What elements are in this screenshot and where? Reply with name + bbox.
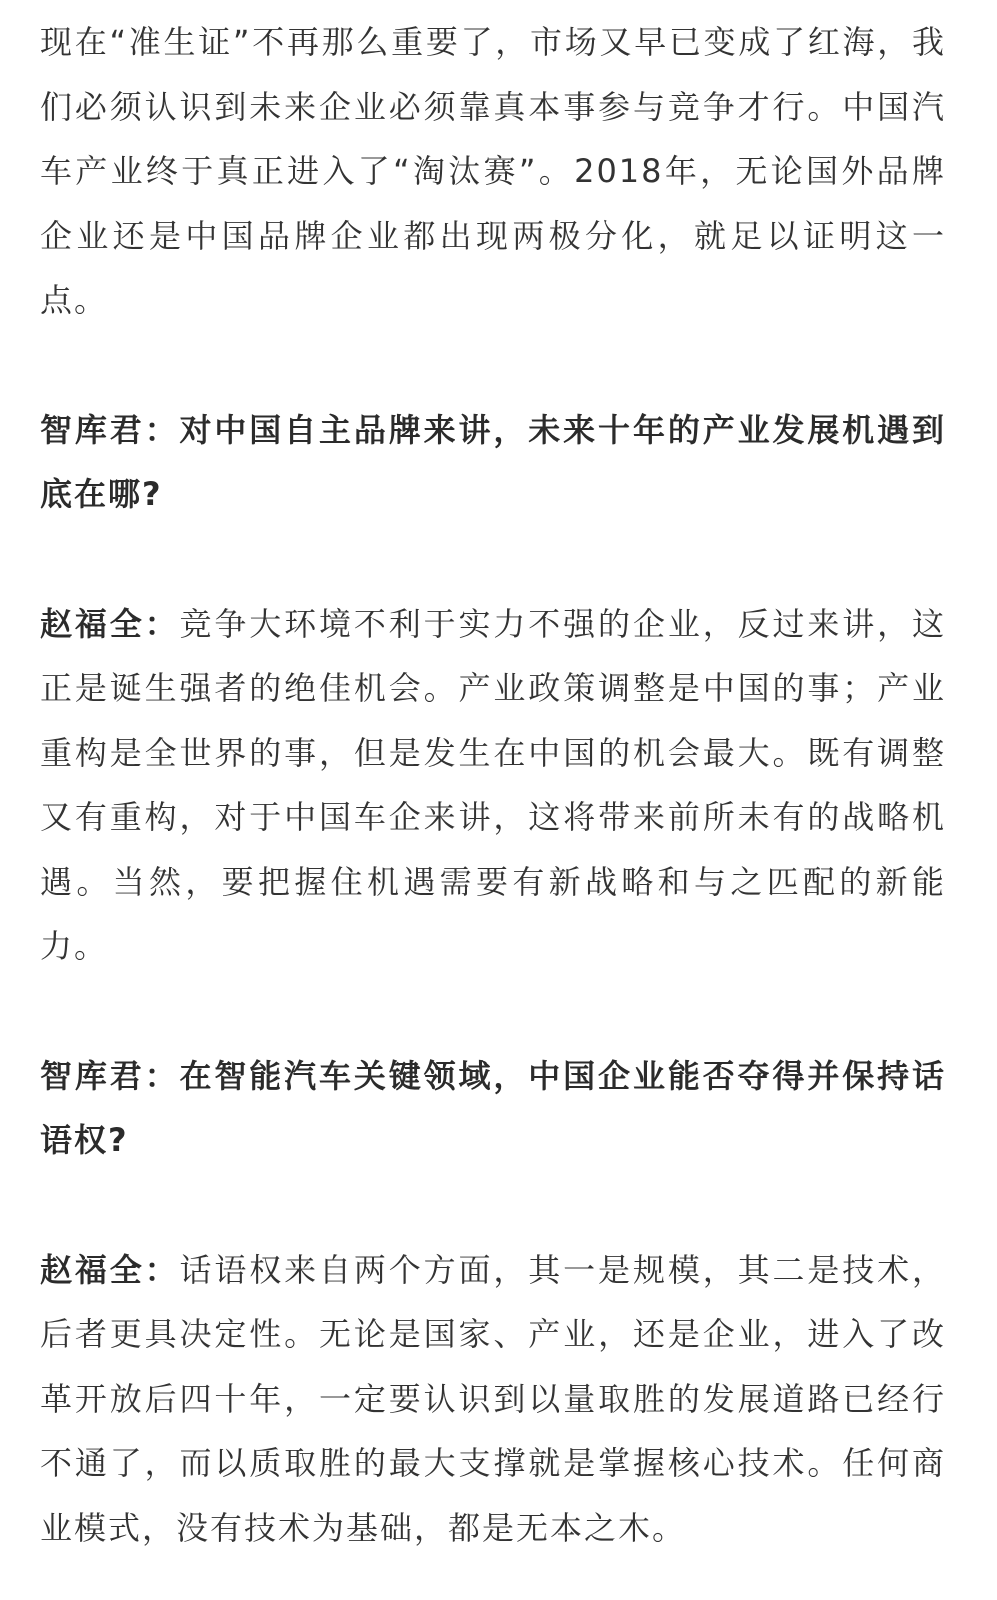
article-body: [40, 10, 946, 1560]
speaker-label: 赵福全：: [40, 1250, 180, 1289]
speaker-label: 智库君：: [40, 410, 180, 449]
interview-answer-2: [40, 1238, 946, 1561]
paragraph-intro: [40, 10, 946, 333]
interview-answer-1: [40, 592, 946, 979]
paragraph-text: 现在“准生证”不再那么重要了，市场又早已变成了红海，我们必须认识到未来企业必须靠真本事参与竞争才行。中国汽车产业终于真正进入了“淘汰赛”。2018年，无论国外品牌企业还是中国品牌企业都出现两极分化，就足以证明这一点。: [40, 23, 946, 319]
answer-text: 话语权来自两个方面，其一是规模，其二是技术，后者更具决定性。无论是国家、产业，还是企业，进入了改革开放后四十年，一定要认识到以量取胜的发展道路已经行不通了，而以质取胜的最大支撑就是掌握核心技术。任何商业模式，没有技术为基础，都是无本之木。: [40, 1250, 946, 1547]
answer-text: 竞争大环境不利于实力不强的企业，反过来讲，这正是诞生强者的绝佳机会。产业政策调整是中国的事；产业重构是全世界的事，但是发生在中国的机会最大。既有调整又有重构，对于中国车企来讲，这将带来前所未有的战略机遇。当然，要把握住机遇需要有新战略和与之匹配的新能力。: [40, 604, 946, 965]
interview-question-2: [40, 1044, 946, 1173]
interview-question-1: [40, 398, 946, 527]
question-text: 对中国自主品牌来讲，未来十年的产业发展机遇到底在哪?: [40, 410, 946, 513]
speaker-label: 智库君：: [40, 1056, 180, 1095]
question-text: 在智能汽车关键领域，中国企业能否夺得并保持话语权?: [40, 1056, 946, 1159]
speaker-label: 赵福全：: [40, 604, 180, 643]
